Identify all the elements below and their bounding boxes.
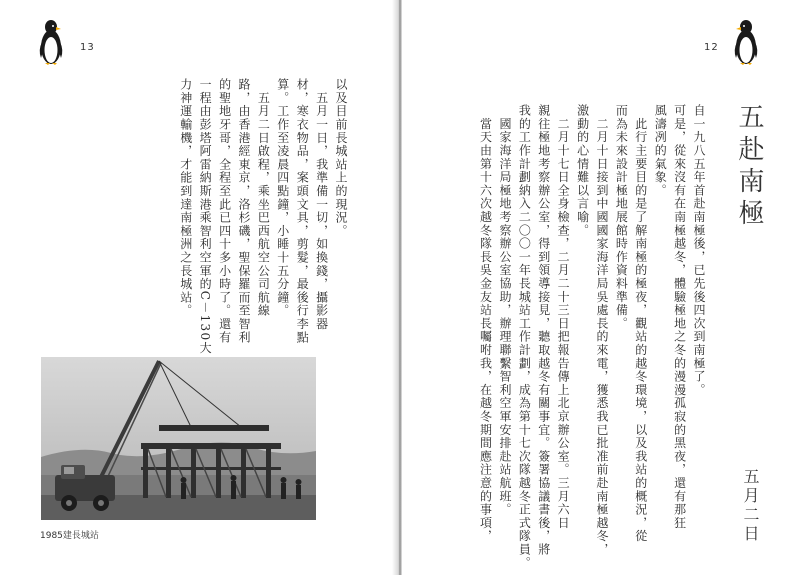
page-number: 12 [704, 42, 719, 53]
chapter-title: 五赴南極 [734, 103, 764, 231]
body-text: 以及目前長城站上的現況。 五月一日，我準備一切，如換錢，攝影器 材，寒衣物品，案頭文具，剪髮，最後行李點 算。工作至凌晨四點鐘，小睡十五分鐘。 五月二日啟程，乘坐巴西航空公司航線 路，由香港經東京，洛杉磯，聖保羅而至智利 的聖地牙哥，全程至此已四十多小時了。還有 一程由彭塔阿雷納斯港乘智利空軍的C－130大 力神運輸機，才能到達南極洲之長城站。 [178, 78, 348, 355]
page-number: 13 [80, 42, 95, 53]
body-text: 自一九八五年首赴南極後，已先後四次到南極了。 可是，從來沒有在南極越冬，體驗極地之冬的漫漫孤寂的黑夜，還有那狂 風濤冽的氣象。 此行主要目的是了解南極的極夜，觀站的越冬環境，以及我站的概況，從 而為未來設計極地展館時作資料準備。 二月十日接到中國國家海洋局吳處長的來電，獲悉我已批准前赴南極越冬， 激動的心情難以言喻。 二月十七日全身檢查，二月二十三日把報告傳上北京辦公室。三月六日 親往極地考察辦公室，得到領導接見，聽取越冬有關事宜。簽署協議書後，將 我的工作計劃納入二〇〇一年長城站工作計劃，成為第十七次隊越冬正式隊員。 國家海洋局極地考察辦公室協助，辦理聯繫智利空軍安排赴站航班。 當天由第十六次越冬隊長吳金友站長囑咐我，在越冬期間應注意的事項， [478, 104, 706, 570]
penguin-icon [38, 18, 64, 66]
construction-photo [41, 357, 316, 520]
chapter-date: 五月二日 [741, 468, 760, 544]
penguin-icon [733, 18, 759, 66]
left-page [0, 0, 398, 575]
right-page [402, 0, 800, 575]
photo-caption: 1985建長城站 [40, 531, 99, 541]
